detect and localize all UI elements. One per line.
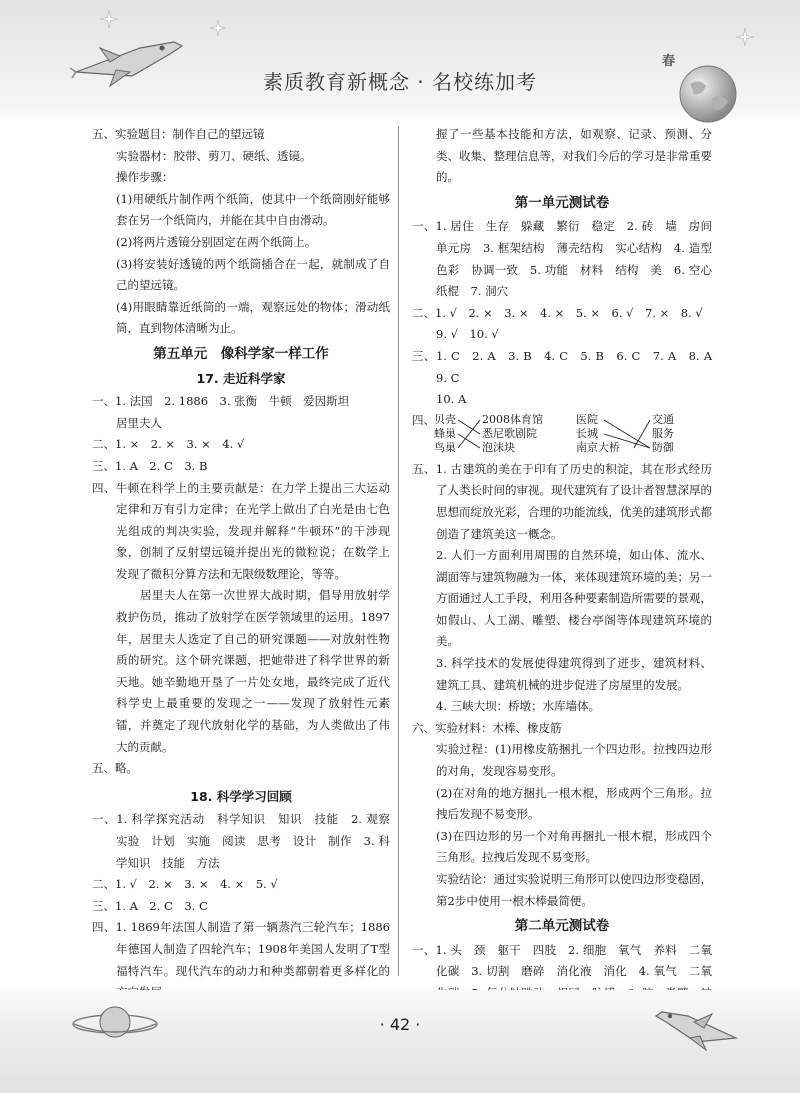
l18-q4-2-cont: 握了一些基本技能和方法，如观察、记录、预测、分类、收集、整理信息等，对我们今后的学习是非常重要的。 [436, 127, 712, 185]
l17-q5: 五、略。 [92, 761, 138, 776]
match-col4-item: 防御 [652, 440, 674, 454]
match-col2-item: 2008体育馆 [482, 412, 543, 426]
t1-q3: 三、1. C 2. A 3. B 4. C 5. B 6. C 7. A 8. A 9. C [412, 348, 724, 385]
match-col2-item: 悉尼歌剧院 [482, 426, 537, 440]
t1-q5-1: 五、1. 古建筑的美在于印有了历史的积淀，其在形式经历了人类长时间的审视。现代建筑有了设计者智慧深厚的思想而绽放光彩，合理的功能流线，优美的建筑形式都创造了建筑美这一概念。 [412, 461, 712, 541]
match-col2-item: 泡沫块 [482, 440, 515, 454]
test-1-title: 第一单元测试卷 [514, 194, 610, 211]
step-4: (4)用眼睛靠近纸筒的一端，观察远处的物体；滑动纸筒，直到物体清晰为止。 [116, 299, 390, 336]
t1-q2-cont: 9. √ 10. √ [436, 327, 499, 342]
t1-q2: 二、1. √ 2. × 3. × 4. × 5. × 6. √ 7. × 8. √ [412, 305, 703, 320]
l17-q1: 一、1. 法国 2. 1886 3. 张衡 牛顿 爱因斯坦 [92, 394, 350, 409]
l17-q4-curie: 居里夫人在第一次世界大战时期，倡导用放射学救护伤员，推动了放射学在医学领域里的运用。1897年，居里夫人选定了自己的研究课题——对放射性物质的研究。这个研究课题，把她带进了科学世界的新天地。她辛勤地开垦了一片处女地，最终完成了近代科学史上最重要的发现之一——发现了放射性元素镭，并奠定了现代放射化学的基础，为人类做出了伟大的贡献。 [116, 588, 390, 754]
l17-q2: 二、1. × 2. × 3. × 4. √ [92, 437, 245, 452]
step-1: (1)用硬纸片制作两个纸筒，使其中一个纸筒刚好能够套在另一个纸筒内，并能在其中自由滑动。 [116, 191, 390, 228]
l17-q4-newton: 四、牛顿在科学上的主要贡献是：在力学上提出三大运动定律和万有引力定律；在光学上做出了白光是由七色光组成的判决实验，发现并解释“牛顿环”的干涉现象，创制了反射望远镜并提出光的微粒说；在数学上发现了微积分算方法和无限级数理论，等等。 [92, 480, 390, 581]
step-3: (3)将安装好透镜的两个纸筒插合在一起，就制成了自己的望远镜。 [116, 256, 390, 293]
t1-q4-label: 四、 [412, 412, 435, 427]
matching-lines [412, 413, 712, 455]
match-col1-item: 蜂巢 [434, 426, 456, 440]
lesson-17-title: 17. 走近科学家 [196, 370, 286, 386]
l18-q1: 一、1. 科学探究活动 科学知识 知识 技能 2. 观察 实验 计划 实施 阅读 思考 设计 制作 3. 科学知识 技能 方法 [92, 812, 402, 870]
match-col4-item: 服务 [652, 426, 674, 440]
t1-q5-4: 4. 三峡大坝：桥墩；水库墙体。 [436, 699, 601, 714]
unit-5-title: 第五单元 像科学家一样工作 [153, 345, 329, 362]
t1-q5-3: 3. 科学技术的发展使得建筑得到了进步，建筑材料、建筑工具、建筑机械的进步促进了房屋里的发展。 [436, 656, 712, 692]
star-icon [210, 20, 226, 36]
t1-q5-2: 2. 人们一方面利用周围的自然环境，如山体、流水、湖面等与建筑物融为一体，来体现建筑环境的美；另一方面通过人工手段，利用各种要素制造所需要的景观，如假山、人工湖、雕塑、楼台亭阁等体现建筑环境的美。 [436, 548, 712, 649]
step-2: (2)将两片透镜分别固定在两个纸筒上。 [116, 234, 317, 249]
match-col4-item: 交通 [652, 412, 674, 426]
star-icon [100, 10, 118, 28]
right-column [412, 124, 724, 1091]
page-number: · 42 · [379, 1015, 421, 1034]
match-col1-item: 贝壳 [434, 412, 456, 426]
star-icon [736, 28, 754, 46]
l17-q3: 三、1. A 2. C 3. B [92, 458, 208, 473]
test-2-title: 第二单元测试卷 [514, 918, 610, 935]
lesson-18-title: 18. 科学学习回顾 [190, 788, 292, 804]
match-col3-item: 医院 [576, 412, 598, 426]
season-label: 春 [662, 54, 676, 69]
l18-q3: 三、1. A 2. C 3. C [92, 898, 208, 913]
l18-q4-1: 四、1. 1869年法国人制造了第一辆蒸汽三轮汽车；1886年德国人制造了四轮汽车；1908年美国人发明了T型福特汽车。现代汽车的动力和种类都朝着更多样化的 [92, 920, 390, 978]
l18-q2: 二、1. √ 2. × 3. × 4. × 5. √ [92, 877, 278, 892]
match-col3-item: 南京大桥 [576, 440, 620, 454]
t2-q1: 一、1. 头 颈 躯干 四肢 2. 细胞 氧气 养料 二氧化碳 3. 切割 磨碎 消化液 消化 4. 氧气 二氧 [412, 942, 712, 979]
question-5-title: 五、实验题目：制作自己的望远镜 [92, 127, 265, 141]
column-divider [398, 126, 399, 976]
match-col1-item: 鸟巢 [434, 440, 456, 454]
materials-line: 实验器材：胶带、剪刀、硬纸、透镜。 [116, 148, 312, 163]
t1-q6-process-3: (3)在四边形的另一个对角再捆扎一根木棍，形成四个三角形。拉拽后发现不易变形。 [436, 828, 712, 865]
t1-q6-process-2: (2)在对角的地方捆扎一根木棍，形成两个三角形。拉拽后发现不易变形。 [436, 785, 712, 822]
t1-q6-conclusion: 实验结论：通过实验说明三角形可以使四边形变稳固，第2步中使用一根木棒最简便。 [436, 872, 712, 908]
match-col3-item: 长城 [576, 426, 598, 440]
page-title: 素质教育新概念 · 名校练加考 [262, 70, 538, 94]
t1-q1: 一、1. 居住 生存 躲藏 繁衍 稳定 2. 砖 墙 房间 单元房 3. 框架结构 薄壳结构 实心结构 4. 造型 色彩 协调一致 5. 功能 材料 结构 美 6. 空心 纸棍 7. 洞穴 [412, 219, 724, 299]
t1-q6-materials: 六、实验材料：木棒、橡皮筋 [412, 720, 562, 735]
steps-label: 操作步骤： [116, 170, 174, 185]
t1-q3-cont: 10. A [436, 392, 467, 407]
l17-q1-cont: 居里夫人 [116, 415, 162, 430]
matching-diagram [412, 413, 712, 455]
t1-q6-process-1: 实验过程：(1)用橡皮筋捆扎一个四边形。拉拽四边形的对角，发现容易变形。 [436, 742, 712, 779]
